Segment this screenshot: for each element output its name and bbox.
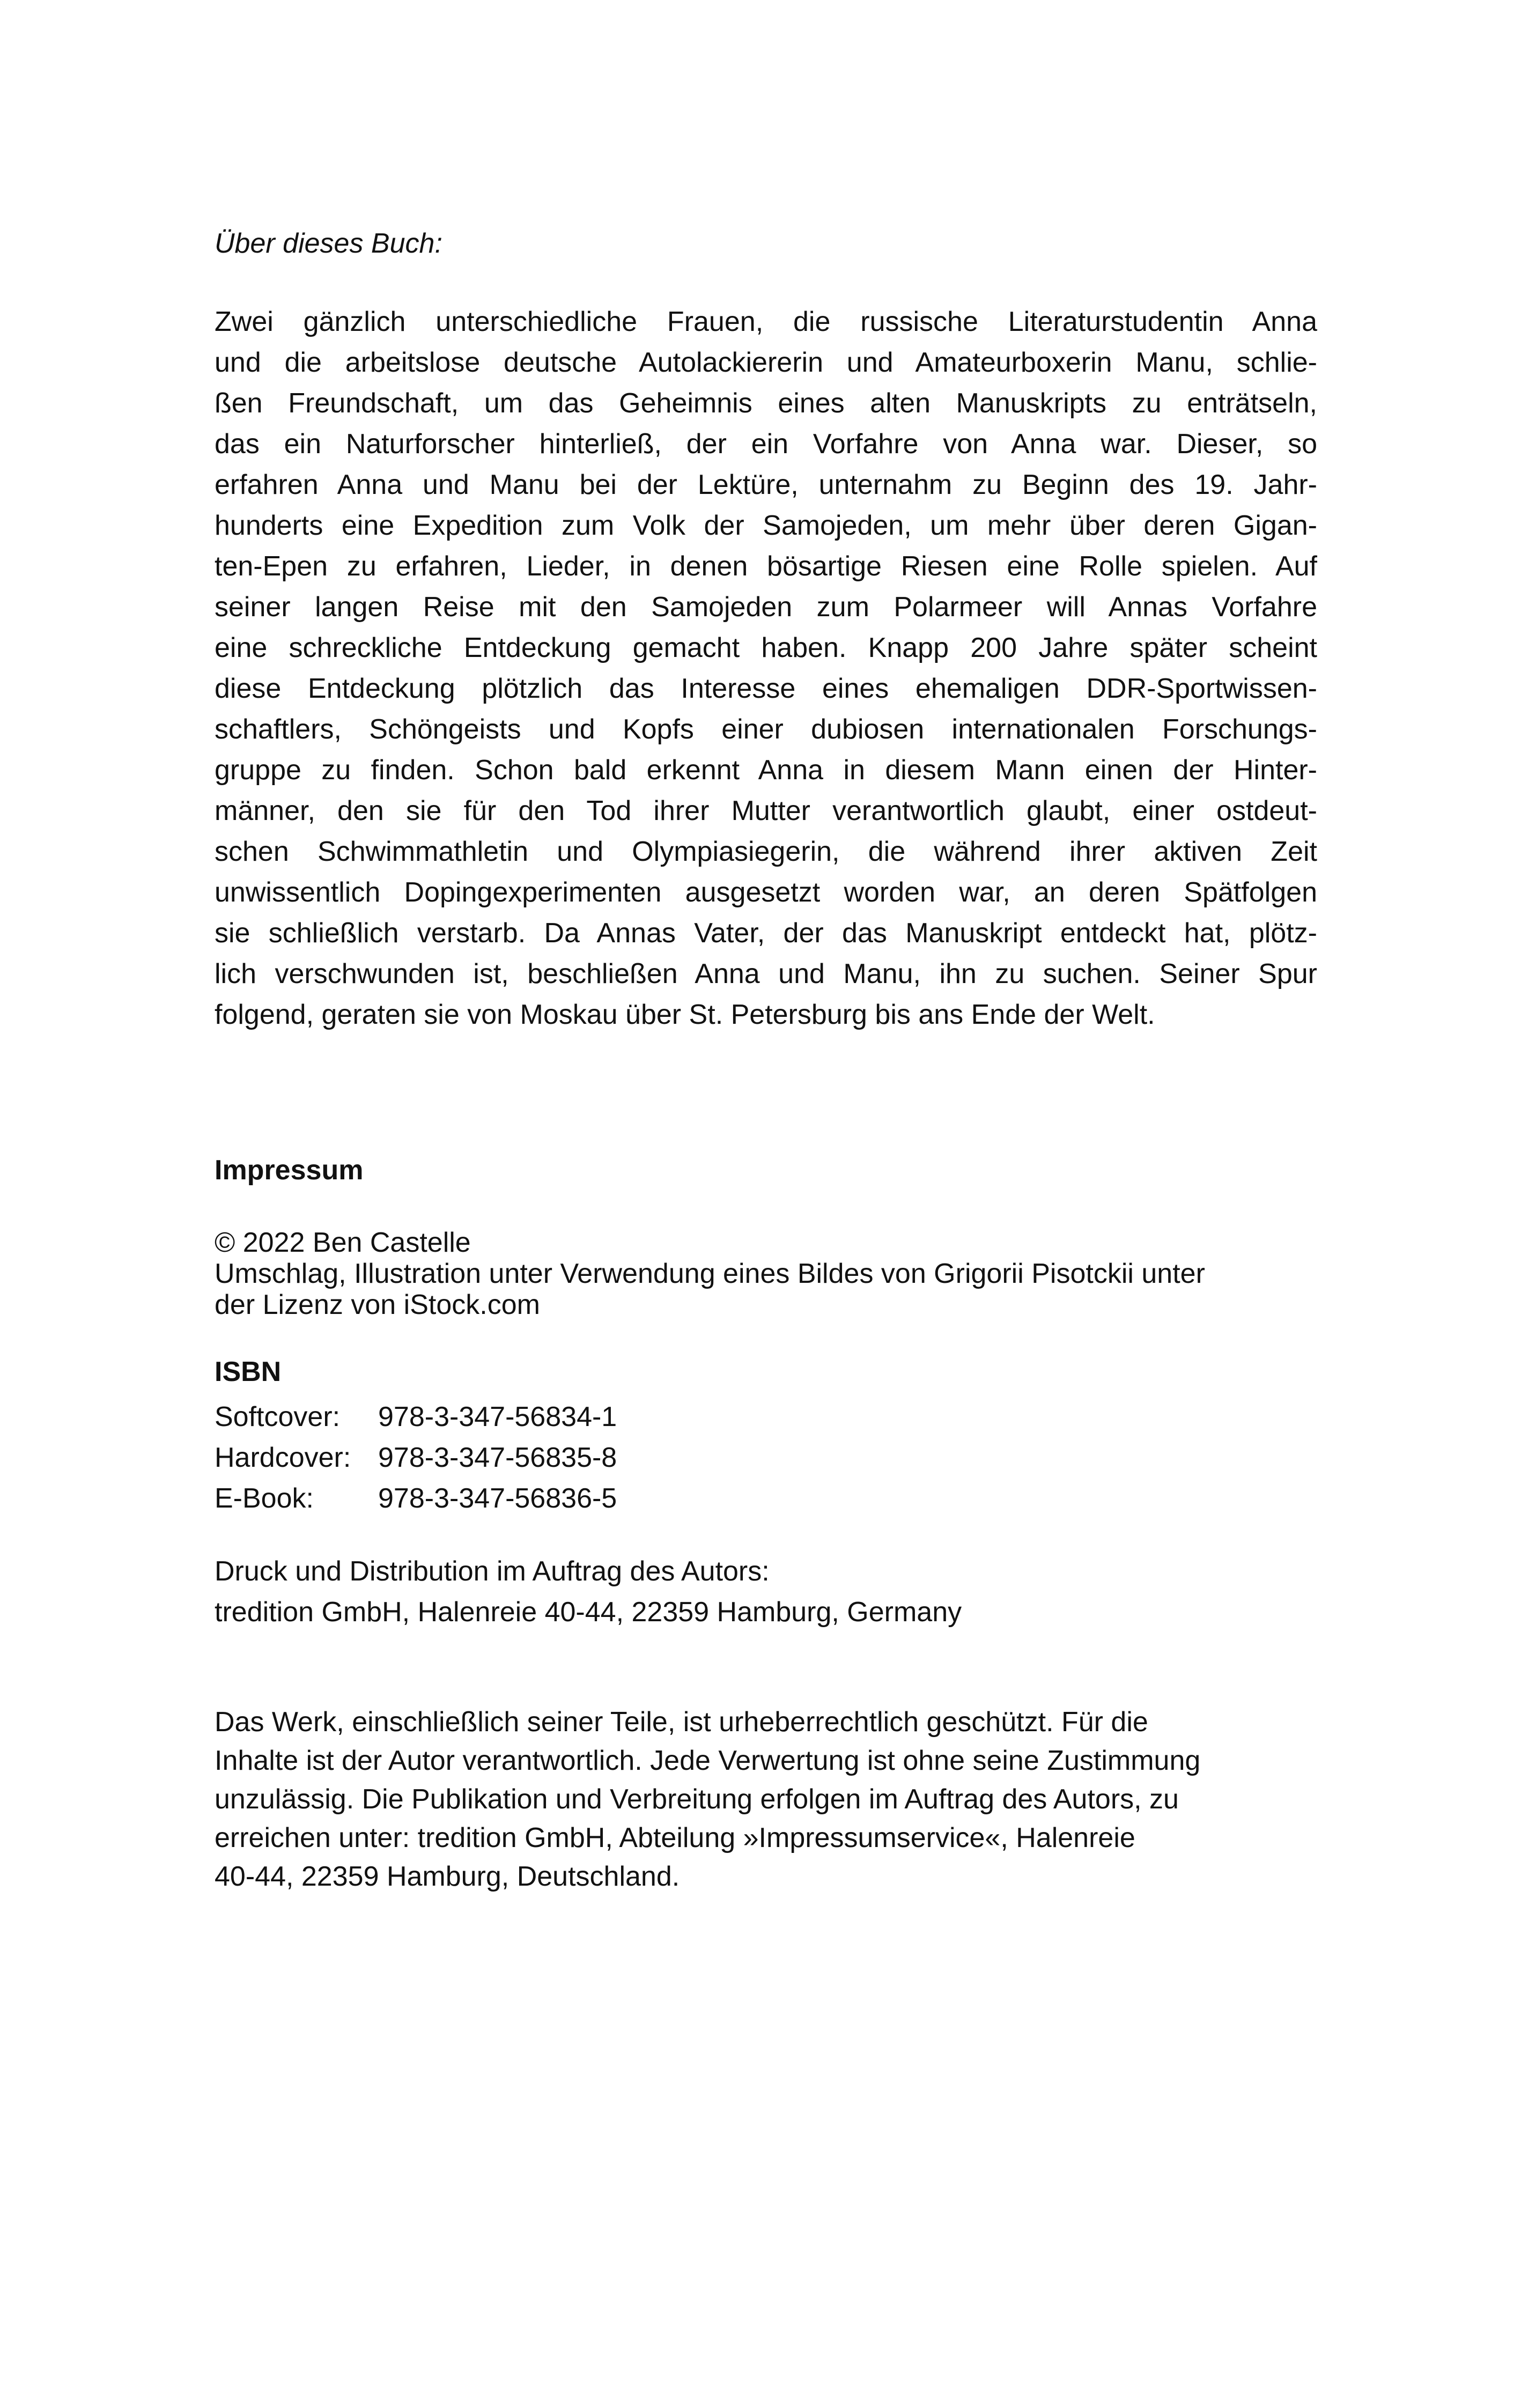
about-line: folgend, geraten sie von Moskau über St. Petersburg bis ans Ende der Welt. [215,999,1155,1030]
about-line: lich verschwunden ist, beschließen Anna und Manu, ihn zu suchen. Seiner Spur [215,958,1317,989]
copyright-line: © 2022 Ben Castelle [215,1227,471,1258]
about-line: diese Entdeckung plötzlich das Interesse eines ehemaligen DDR-Sportwissen- [215,673,1317,704]
isbn-row [215,1397,617,1437]
about-line: Zwei gänzlich unterschiedliche Frauen, die russische Literaturstudentin Anna [215,306,1317,337]
copyright-block [215,1227,1317,1320]
about-line: eine schreckliche Entdeckung gemacht haben. Knapp 200 Jahre später scheint [215,632,1317,663]
isbn-title: ISBN [215,1356,282,1387]
about-paragraph [215,301,1317,1035]
about-line: ßen Freundschaft, um das Geheimnis eines alten Manuskripts zu enträtseln, [215,388,1317,419]
about-line: schen Schwimmathletin und Olympiasiegerin, die während ihrer aktiven Zeit [215,836,1317,867]
about-line: und die arbeitslose deutsche Autolackiererin und Amateurboxerin Manu, schlie- [215,347,1317,378]
about-line: seiner langen Reise mit den Samojeden zum Polarmeer will Annas Vorfahre [215,592,1317,623]
about-line: unwissentlich Dopingexperimenten ausgesetzt worden war, an deren Spätfolgen [215,877,1317,908]
legal-line: Das Werk, einschließlich seiner Teile, ist urheberrechtlich geschützt. Für die [215,1707,1148,1738]
about-line: ten-Epen zu erfahren, Lieder, in denen bösartige Riesen eine Rolle spielen. Auf [215,551,1317,582]
isbn-row [215,1478,617,1519]
isbn-value: 978-3-347-56834-1 [378,1401,617,1432]
about-line: erfahren Anna und Manu bei der Lektüre, unternahm zu Beginn des 19. Jahr- [215,469,1317,500]
legal-line: Inhalte ist der Autor verantwortlich. Jede Verwertung ist ohne seine Zustimmung [215,1745,1201,1776]
legal-line: unzulässig. Die Publikation und Verbreitung erfolgen im Auftrag des Autors, zu [215,1784,1179,1815]
cover-credit-line: Umschlag, Illustration unter Verwendung eines Bildes von Grigorii Pisotckii unter [215,1258,1205,1289]
legal-line: 40-44, 22359 Hamburg, Deutschland. [215,1861,680,1892]
legal-line: erreichen unter: tredition GmbH, Abteilung »Impressumservice«, Halenreie [215,1822,1135,1853]
book-page [215,0,1317,2408]
about-heading: Über dieses Buch: [215,228,442,259]
print-line: Druck und Distribution im Auftrag des Autors: [215,1556,770,1587]
impressum-title: Impressum [215,1155,364,1186]
isbn-table [215,1397,617,1519]
legal-notice [215,1703,1317,1896]
about-line: sie schließlich verstarb. Da Annas Vater, der das Manuskript entdeckt hat, plötz- [215,918,1317,949]
print-distribution-block [215,1551,962,1633]
isbn-row [215,1437,617,1478]
about-line: hunderts eine Expedition zum Volk der Samojeden, um mehr über deren Gigan- [215,510,1317,541]
isbn-value: 978-3-347-56836-5 [378,1483,617,1514]
isbn-value: 978-3-347-56835-8 [378,1442,617,1473]
about-line: männer, den sie für den Tod ihrer Mutter verantwortlich glaubt, einer ostdeut- [215,795,1317,826]
isbn-label: Hardcover: [215,1442,351,1473]
cover-credit-line: der Lizenz von iStock.com [215,1289,540,1320]
publisher-address: tredition GmbH, Halenreie 40-44, 22359 Hamburg, Germany [215,1597,962,1628]
isbn-label: Softcover: [215,1401,341,1432]
isbn-label: E-Book: [215,1483,314,1514]
about-line: schaftlers, Schöngeists und Kopfs einer dubiosen internationalen Forschungs- [215,714,1317,745]
about-line: das ein Naturforscher hinterließ, der ein Vorfahre von Anna war. Dieser, so [215,429,1317,460]
about-line: gruppe zu finden. Schon bald erkennt Anna in diesem Mann einen der Hinter- [215,755,1317,786]
